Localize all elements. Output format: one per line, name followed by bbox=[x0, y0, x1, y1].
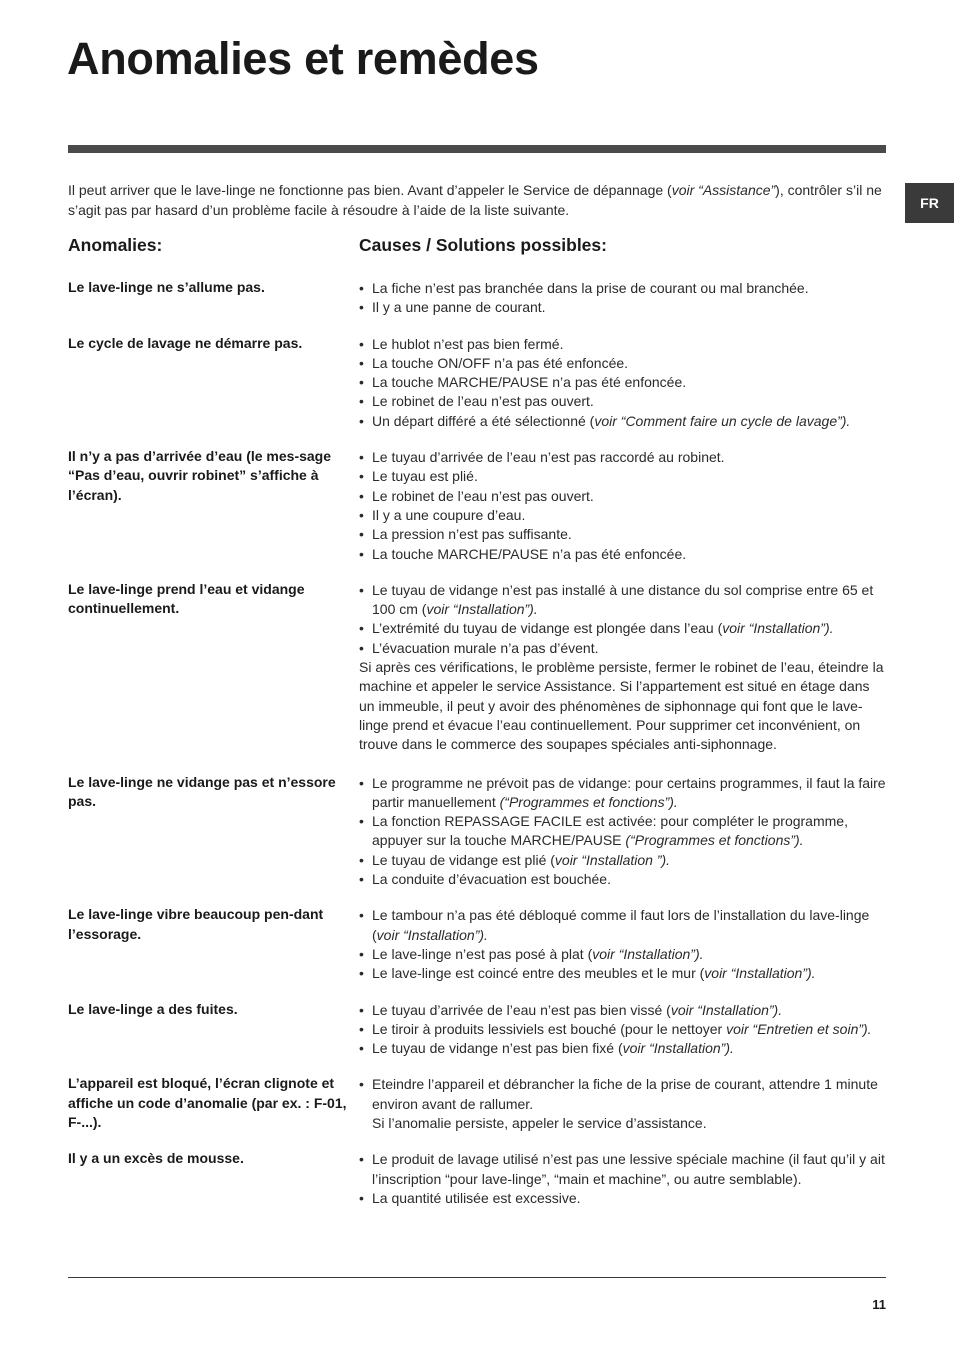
cause-reference: voir “Installation”). bbox=[592, 945, 704, 962]
cause-text: Le programme ne prévoit pas de vidange: pour certains programmes, il faut la faire partir manuellement bbox=[372, 774, 886, 810]
cause-item bbox=[359, 945, 888, 964]
anomaly-label: L’appareil est bloqué, l’écran clignote et affiche un code d’anomalie (par ex. : F-01, F-...). bbox=[68, 1075, 347, 1130]
cause-text: La quantité utilisée est excessive. bbox=[372, 1189, 581, 1206]
footer-divider bbox=[68, 1277, 886, 1278]
cause-item bbox=[359, 639, 888, 658]
cause-text: Le tuyau d’arrivée de l’eau n’est pas bien vissé ( bbox=[372, 1001, 671, 1018]
cause-reference: voir “Installation”). bbox=[426, 601, 538, 618]
cause-text: Il y a une coupure d’eau. bbox=[372, 506, 526, 523]
cause-item bbox=[359, 354, 888, 373]
intro-reference: voir “Assistance” bbox=[671, 182, 776, 198]
cause-item bbox=[359, 1020, 888, 1039]
cause-text: Le robinet de l’eau n’est pas ouvert. bbox=[372, 487, 594, 504]
cause-text: Le tambour n’a pas été débloqué comme il faut lors de l’installation du lave-linge ( bbox=[372, 907, 870, 943]
causes-list bbox=[359, 580, 888, 755]
cause-item bbox=[359, 487, 888, 506]
anomaly-label: Le cycle de lavage ne démarre pas. bbox=[68, 334, 303, 351]
causes-list bbox=[359, 1074, 888, 1133]
troubleshooting-row bbox=[68, 905, 888, 983]
cause-reference: voir “Installation”). bbox=[376, 926, 488, 943]
cause-text: La fiche n’est pas branchée dans la prise de courant ou mal branchée. bbox=[372, 280, 809, 296]
cause-item bbox=[359, 964, 888, 983]
anomaly-label: Il y a un excès de mousse. bbox=[68, 1150, 244, 1167]
troubleshooting-row bbox=[68, 1149, 888, 1208]
anomaly-label: Il n’y a pas d’arrivée d’eau (le mes-sage “Pas d’eau, ouvrir robinet” s’affiche à l’écran). bbox=[68, 448, 332, 503]
cause-text: La touche MARCHE/PAUSE n’a pas été enfoncée. bbox=[372, 545, 687, 562]
cause-item bbox=[359, 525, 888, 544]
cause-item bbox=[359, 506, 888, 525]
anomalies-heading: Anomalies: bbox=[68, 235, 163, 255]
cause-text: Le tuyau est plié. bbox=[372, 468, 478, 485]
cause-reference: (“Programmes et fonctions”). bbox=[499, 793, 678, 810]
troubleshooting-row bbox=[68, 1000, 888, 1059]
cause-text: Le tuyau de vidange n’est pas installé à une distance du sol comprise entre 65 et 100 cm ( bbox=[372, 581, 874, 618]
cause-text: La touche MARCHE/PAUSE n’a pas été enfoncée. bbox=[372, 374, 687, 391]
cause-text: Un départ différé a été sélectionné ( bbox=[372, 412, 595, 429]
language-tab: FR bbox=[905, 183, 954, 223]
cause-reference: voir “Installation”). bbox=[704, 965, 816, 982]
causes-list bbox=[359, 773, 888, 890]
cause-text: Le tuyau d’arrivée de l’eau n’est pas raccordé au robinet. bbox=[372, 449, 725, 466]
cause-text: Le tuyau de vidange est plié ( bbox=[372, 851, 555, 868]
cause-item bbox=[359, 851, 888, 870]
cause-text: La pression n’est pas suffisante. bbox=[372, 526, 572, 543]
cause-text: Le tiroir à produits lessiviels est bouché (pour le nettoyer bbox=[372, 1020, 727, 1037]
cause-text: Le hublot n’est pas bien fermé. bbox=[372, 335, 564, 352]
cause-item bbox=[359, 1039, 888, 1058]
cause-item bbox=[359, 581, 888, 620]
cause-item bbox=[359, 467, 888, 486]
intro-text-after: ), contrôler s’il ne s’agit pas par hasard d’un problème facile à résoudre à l’aide de la liste suivante. bbox=[68, 182, 882, 218]
causes-list bbox=[359, 334, 888, 431]
causes-list bbox=[359, 1149, 888, 1208]
anomaly-label: Le lave-linge a des fuites. bbox=[68, 1000, 238, 1017]
cause-item bbox=[359, 279, 888, 298]
cause-text: Le lave-linge est coincé entre des meubles et le mur ( bbox=[372, 965, 705, 982]
title-divider bbox=[68, 145, 886, 153]
anomaly-label: Le lave-linge prend l’eau et vidange continuellement. bbox=[68, 580, 305, 617]
cause-reference: voir “Installation”). bbox=[722, 620, 834, 637]
causes-heading: Causes / Solutions possibles: bbox=[359, 235, 607, 255]
cause-text: Eteindre l’appareil et débrancher la fiche de la prise de courant, attendre 1 minute environ avant de rallumer. bbox=[372, 1076, 878, 1112]
cause-reference: (“Programmes et fonctions”). bbox=[625, 832, 804, 849]
cause-item bbox=[359, 545, 888, 564]
cause-item bbox=[359, 392, 888, 411]
cause-text: La conduite d’évacuation est bouchée. bbox=[372, 871, 611, 888]
cause-reference: voir “Installation”). bbox=[622, 1040, 734, 1057]
cause-item bbox=[359, 1150, 888, 1189]
troubleshooting-table bbox=[68, 278, 888, 1224]
cause-text: Le robinet de l’eau n’est pas ouvert. bbox=[372, 393, 594, 410]
page-title: Anomalies et remèdes bbox=[67, 33, 539, 84]
cause-item bbox=[359, 448, 888, 467]
cause-item bbox=[359, 870, 888, 889]
intro-paragraph bbox=[68, 180, 888, 220]
cause-item bbox=[359, 412, 888, 431]
cause-item bbox=[359, 373, 888, 392]
intro-text-before: Il peut arriver que le lave-linge ne fonctionne pas bien. Avant d’appeler le Service de dépannage ( bbox=[68, 182, 672, 198]
cause-reference: voir “Entretien et soin”). bbox=[726, 1020, 872, 1037]
cause-note: Si après ces vérifications, le problème persiste, fermer le robinet de l’eau, éteindre la machine et appeler le service Assistance. Si l’appartement est situé en étage dans un immeuble, il peut y avoir des phénomènes de siphonnage qui font que le lave-linge prend et évacue l’eau continuellement. Pour supprimer cet inconvénient, on trouve dans le commerce des soupapes spéciales anti-siphonnage. bbox=[359, 659, 884, 753]
cause-item bbox=[359, 335, 888, 354]
cause-text: La touche ON/OFF n’a pas été enfoncée. bbox=[372, 354, 629, 371]
cause-item bbox=[359, 619, 888, 638]
cause-text: Le lave-linge n’est pas posé à plat ( bbox=[372, 945, 593, 962]
anomaly-label: Le lave-linge ne vidange pas et n’essore pas. bbox=[68, 773, 336, 809]
cause-item bbox=[359, 906, 888, 945]
page-number: 11 bbox=[872, 1297, 886, 1312]
troubleshooting-row bbox=[68, 773, 888, 890]
cause-text: L’extrémité du tuyau de vidange est plongée dans l’eau ( bbox=[372, 620, 723, 637]
causes-list bbox=[359, 905, 888, 983]
troubleshooting-row bbox=[68, 334, 888, 431]
cause-text: La fonction REPASSAGE FACILE est activée: pour compléter le programme, appuyer sur la touche MARCHE/PAUSE bbox=[372, 813, 848, 849]
cause-text: Le produit de lavage utilisé n’est pas une lessive spéciale machine (il faut qu’il y ait l’inscription “pour lave-linge”, “main et machine”, ou autre semblable). bbox=[372, 1151, 885, 1187]
cause-reference: voir “Comment faire un cycle de lavage”). bbox=[594, 412, 851, 429]
causes-list bbox=[359, 1000, 888, 1059]
troubleshooting-row bbox=[68, 278, 888, 318]
cause-item bbox=[359, 1001, 888, 1020]
cause-item bbox=[359, 298, 888, 317]
cause-text: Il y a une panne de courant. bbox=[372, 299, 546, 316]
causes-list bbox=[359, 278, 888, 318]
cause-reference: voir “Installation”). bbox=[670, 1001, 783, 1018]
cause-item bbox=[359, 774, 888, 813]
causes-list bbox=[359, 447, 888, 564]
cause-item bbox=[359, 1189, 888, 1208]
troubleshooting-row bbox=[68, 1074, 888, 1133]
cause-item bbox=[359, 1075, 888, 1114]
cause-item bbox=[359, 812, 888, 851]
cause-note: Si l’anomalie persiste, appeler le service d’assistance. bbox=[372, 1114, 707, 1131]
cause-reference: voir “Installation ”). bbox=[554, 851, 671, 868]
anomaly-label: Le lave-linge vibre beaucoup pen-dant l’essorage. bbox=[68, 906, 324, 942]
cause-text: Le tuyau de vidange n’est pas bien fixé ( bbox=[372, 1040, 623, 1057]
troubleshooting-row bbox=[68, 580, 888, 755]
cause-text: L’évacuation murale n’a pas d’évent. bbox=[372, 639, 599, 656]
anomaly-label: Le lave-linge ne s’allume pas. bbox=[68, 279, 265, 295]
troubleshooting-row bbox=[68, 447, 888, 564]
